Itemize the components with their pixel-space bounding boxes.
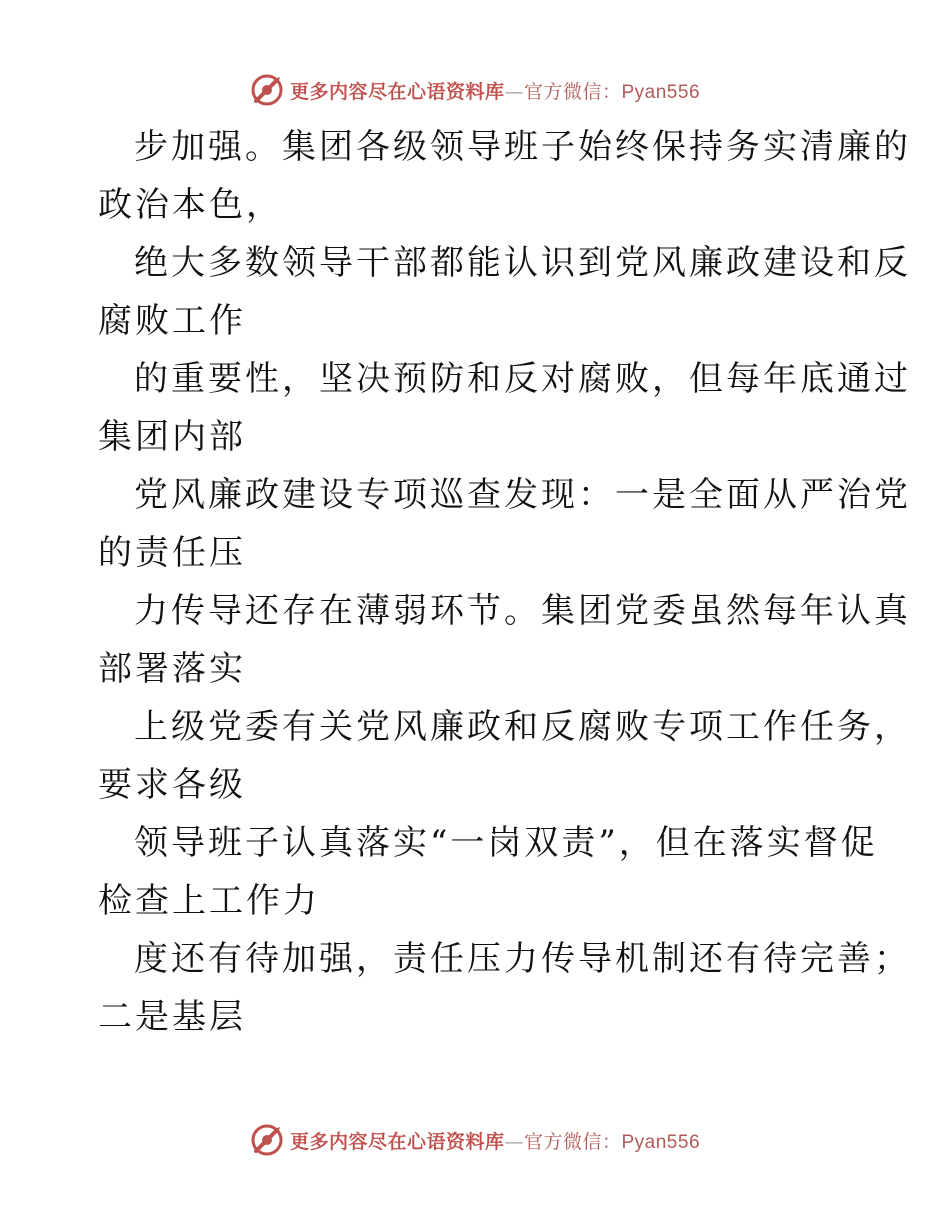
header-wechat: 官方微信：Pyan556 bbox=[524, 81, 701, 103]
paragraph-line: 政治本色， bbox=[98, 185, 283, 225]
footer-wechat: 官方微信：Pyan556 bbox=[524, 1131, 701, 1153]
paragraph-line: 的责任压 bbox=[98, 533, 246, 573]
footer-banner-inner bbox=[250, 1123, 700, 1157]
logo-icon bbox=[250, 73, 284, 107]
paragraph-line: 绝大多数领导干部都能认识到党风廉政建设和反 bbox=[134, 243, 911, 283]
footer-separator: — bbox=[504, 1130, 524, 1153]
paragraph bbox=[98, 118, 911, 234]
paragraph bbox=[98, 350, 911, 466]
paragraph-line: 度还有待加强，责任压力传导机制还有待完善； bbox=[134, 939, 911, 979]
paragraph-line: 上级党委有关党风廉政和反腐败专项工作任务， bbox=[134, 707, 911, 747]
header-banner bbox=[0, 70, 950, 110]
paragraph bbox=[98, 582, 911, 698]
paragraph-line: 部署落实 bbox=[98, 649, 246, 689]
header-separator: — bbox=[504, 80, 524, 103]
paragraph bbox=[98, 814, 878, 930]
paragraph-line: 领导班子认真落实“一岗双责”，但在落实督促 bbox=[134, 823, 878, 863]
footer-banner bbox=[0, 1120, 950, 1160]
paragraph-line: 要求各级 bbox=[98, 765, 246, 805]
paragraph-line: 的重要性，坚决预防和反对腐败，但每年底通过 bbox=[134, 359, 911, 399]
paragraph-line: 步加强。集团各级领导班子始终保持务实清廉的 bbox=[134, 127, 911, 167]
paragraph-line: 集团内部 bbox=[98, 417, 246, 457]
paragraph bbox=[98, 930, 911, 1046]
header-brand: 更多内容尽在心语资料库 bbox=[289, 80, 505, 103]
header-text bbox=[290, 77, 700, 104]
document-body bbox=[98, 118, 911, 1046]
footer-brand: 更多内容尽在心语资料库 bbox=[289, 1130, 505, 1153]
paragraph bbox=[98, 466, 911, 582]
paragraph-line: 党风廉政建设专项巡查发现：一是全面从严治党 bbox=[134, 475, 911, 515]
paragraph bbox=[98, 234, 911, 350]
paragraph-line: 力传导还存在薄弱环节。集团党委虽然每年认真 bbox=[134, 591, 911, 631]
paragraph-line: 腐败工作 bbox=[98, 301, 246, 341]
paragraph-line: 二是基层 bbox=[98, 997, 246, 1037]
logo-icon bbox=[250, 1123, 284, 1157]
paragraph bbox=[98, 698, 911, 814]
footer-text bbox=[290, 1127, 700, 1154]
paragraph-line: 检查上工作力 bbox=[98, 881, 320, 921]
header-banner-inner bbox=[250, 73, 700, 107]
